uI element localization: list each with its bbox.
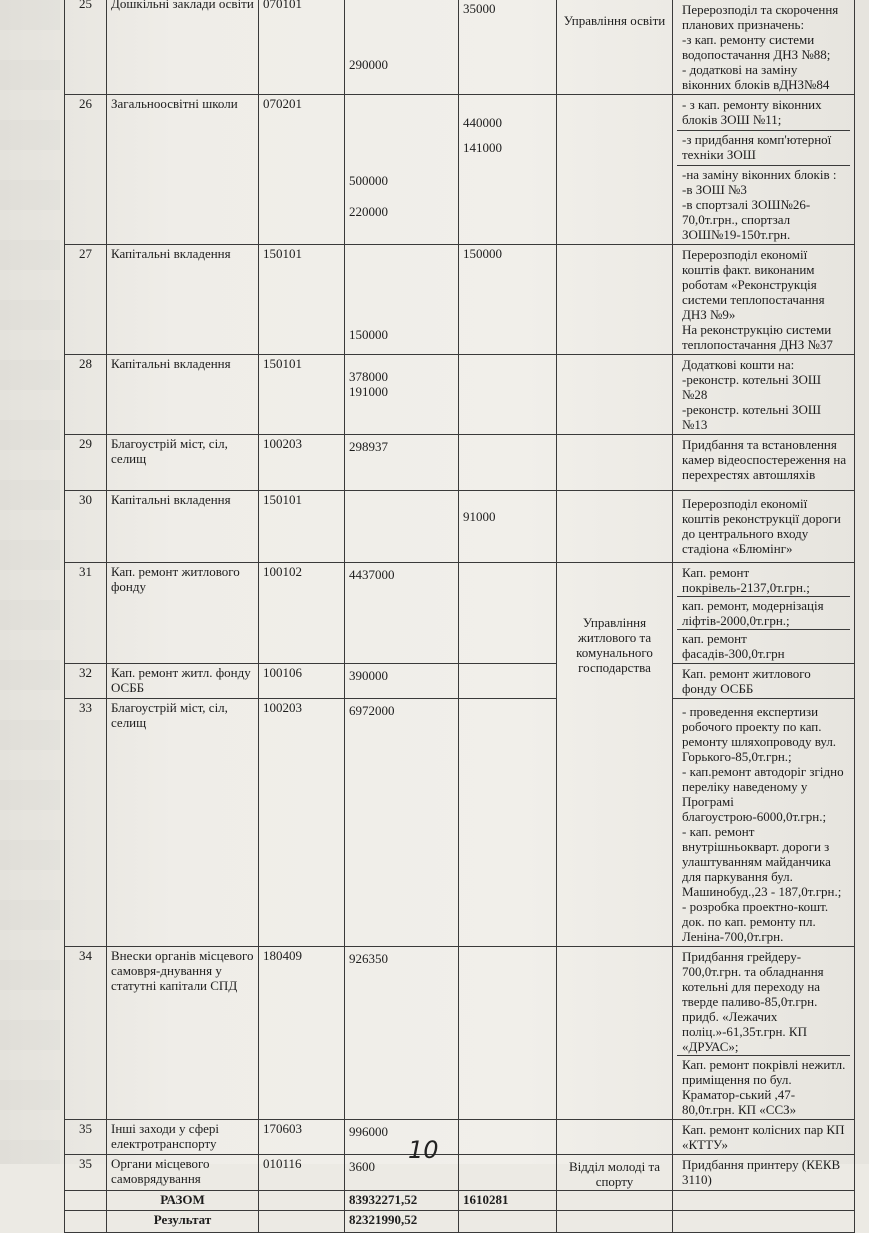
row-code: 070101 xyxy=(259,0,345,95)
amount-b-empty xyxy=(459,355,557,435)
amount-b: 150000 xyxy=(459,245,557,355)
department-empty xyxy=(557,435,673,491)
totals-label: РАЗОМ xyxy=(107,1191,259,1211)
amount-a: 290000 xyxy=(345,0,459,95)
department-empty xyxy=(557,1120,673,1155)
amount-a: 390000 xyxy=(345,664,459,699)
result-amount: 82321990,52 xyxy=(345,1211,459,1233)
note-item: Перерозподіл економії коштів реконструкції дороги до центрального входу стадіона «Блюмінг» xyxy=(682,496,841,556)
amount-a: 298937 xyxy=(345,435,459,491)
table-row xyxy=(65,0,855,95)
row-name: Капітальні вкладення xyxy=(107,245,259,355)
result-label: Результат xyxy=(107,1211,259,1233)
row-code: 150101 xyxy=(259,491,345,563)
notes-cell xyxy=(673,699,855,947)
row-number: 28 xyxy=(65,355,107,435)
department-empty xyxy=(557,947,673,1120)
department: Управління житлового та комунального господарства xyxy=(557,563,673,947)
row-name: Загальноосвітні школи xyxy=(107,95,259,245)
table-row xyxy=(65,95,855,245)
row-number: 35 xyxy=(65,1120,107,1155)
row-name: Благоустрій міст, сіл, селищ xyxy=(107,699,259,947)
row-number: 30 xyxy=(65,491,107,563)
row-name: Благоустрій міст, сіл, селищ xyxy=(107,435,259,491)
table-row xyxy=(65,699,855,947)
empty-cell xyxy=(557,1191,673,1211)
page-number: 10 xyxy=(408,1136,439,1164)
table-row xyxy=(65,664,855,699)
row-code: 170603 xyxy=(259,1120,345,1155)
table-row xyxy=(65,355,855,435)
empty-cell xyxy=(259,1211,345,1233)
note-item: Кап. ремонт покрівлі нежитл. приміщення по бул. Краматор-ський ,47- 80,0т.грн. КП «ССЗ» xyxy=(682,1057,846,1117)
amount-b-empty xyxy=(459,664,557,699)
row-number: 32 xyxy=(65,664,107,699)
row-name: Кап. ремонт житл. фонду ОСББ xyxy=(107,664,259,699)
notes-cell xyxy=(673,355,855,435)
row-code: 150101 xyxy=(259,245,345,355)
row-number: 27 xyxy=(65,245,107,355)
row-number: 33 xyxy=(65,699,107,947)
row-number: 26 xyxy=(65,95,107,245)
amount-b-empty xyxy=(459,1155,557,1191)
row-code: 100102 xyxy=(259,563,345,664)
row-code: 180409 xyxy=(259,947,345,1120)
amount-a-2: 191000 xyxy=(349,384,388,399)
amount-a xyxy=(345,95,459,245)
row-number: 25 xyxy=(65,0,107,95)
amount-b-1: 440000 xyxy=(463,115,502,130)
result-row xyxy=(65,1211,855,1233)
notes-cell xyxy=(673,1120,855,1155)
empty-cell xyxy=(673,1191,855,1211)
note-item: Придбання та встановлення камер відеоспостереження на перехрестях автошляхів xyxy=(682,437,847,482)
note-item: Додаткові кошти на: -реконстр. котельні ЗОШ №28 -реконстр. котельні ЗОШ №13 xyxy=(682,357,822,432)
note-item: кап. ремонт, модернізація ліфтів-2000,0т.грн.; xyxy=(677,597,850,630)
department-empty xyxy=(557,491,673,563)
note-item: Кап. ремонт покрівель-2137,0т.грн.; xyxy=(677,564,850,597)
notes-cell xyxy=(673,491,855,563)
amount-a: 926350 xyxy=(345,947,459,1120)
row-code: 070201 xyxy=(259,95,345,245)
row-name: Дошкільні заклади освіти xyxy=(107,0,259,95)
amount-a: 6972000 xyxy=(345,699,459,947)
notes-cell xyxy=(673,245,855,355)
row-name: Органи місцевого самоврядування xyxy=(107,1155,259,1191)
note-item: Перерозподіл економії коштів факт. виконаним роботам «Реконструкція системи теплопостачання ДНЗ №9» На реконструкцію системи теплопостачання ДНЗ №37 xyxy=(682,247,833,352)
empty-cell xyxy=(65,1211,107,1233)
amount-b-empty xyxy=(459,435,557,491)
amount-b-empty xyxy=(459,1120,557,1155)
amount-a: 150000 xyxy=(345,245,459,355)
amount-b: 91000 xyxy=(459,491,557,563)
note-item: Придбання принтеру (КЕКВ 3110) xyxy=(682,1157,841,1187)
note-item: Придбання грейдеру- 700,0т.грн. та обладнання котельні для переходу на тверде паливо-85,0т.грн. придб. «Лежачих поліц.»-61,35т.грн. КП «ДРУАС»; xyxy=(677,948,850,1056)
note-item: Кап. ремонт житлового фонду ОСББ xyxy=(682,666,811,696)
department: Відділ молоді та спорту xyxy=(557,1155,673,1191)
notes-cell xyxy=(673,563,855,664)
row-number: 34 xyxy=(65,947,107,1120)
notes-cell xyxy=(673,95,855,245)
note-item: -з придбання комп'ютерної техніки ЗОШ xyxy=(677,131,850,166)
table-row xyxy=(65,563,855,664)
amount-a xyxy=(345,355,459,435)
department: Управління освіти xyxy=(557,0,673,95)
amount-a: 996000 xyxy=(345,1120,459,1155)
row-name: Інші заходи у сфері електротранспорту xyxy=(107,1120,259,1155)
note-item: Кап. ремонт колісних пар КП «КТТУ» xyxy=(682,1122,845,1152)
row-code: 150101 xyxy=(259,355,345,435)
amount-b: 35000 xyxy=(459,0,557,95)
notes-cell xyxy=(673,1155,855,1191)
totals-amount-a: 83932271,52 xyxy=(345,1191,459,1211)
row-name: Капітальні вкладення xyxy=(107,355,259,435)
row-name: Кап. ремонт житлового фонду xyxy=(107,563,259,664)
amount-a-1: 500000 xyxy=(349,173,388,188)
table-row xyxy=(65,245,855,355)
note-item: Перерозподіл та скорочення планових призначень: -з кап. ремонту системи водопостачання ДНЗ №88; - додаткові на заміну віконних блоків вДНЗ№84 xyxy=(682,2,839,92)
amount-a-1: 378000 xyxy=(349,369,388,384)
department-empty xyxy=(557,355,673,435)
table-row xyxy=(65,1155,855,1191)
row-number: 31 xyxy=(65,563,107,664)
table-row xyxy=(65,491,855,563)
row-code: 100106 xyxy=(259,664,345,699)
budget-table xyxy=(64,0,855,1233)
row-code: 010116 xyxy=(259,1155,345,1191)
amount-b-empty xyxy=(459,947,557,1120)
table-row xyxy=(65,947,855,1120)
note-item: - проведення експертизи робочого проекту по кап. ремонту шляхопроводу вул. Горького-85,0т.грн.; - кап.ремонт автодоріг згідно переліку наведеному у Програмі благоустрою-6000,0т.грн.; - кап. ремонт внутрішньокварт. дороги з улаштуванням майданчика для паркування бул. Машинобуд.,23 - 187,0т.грн.; - розробка проектно-кошт. док. по кап. ремонту пл. Леніна-700,0т.грн. xyxy=(682,704,844,944)
department-empty xyxy=(557,95,673,245)
empty-cell xyxy=(673,1211,855,1233)
totals-amount-b: 1610281 xyxy=(459,1191,557,1211)
note-item: кап. ремонт фасадів-300,0т.грн xyxy=(682,631,785,661)
empty-cell xyxy=(65,1191,107,1211)
note-item: - з кап. ремонту віконних блоків ЗОШ №11; xyxy=(677,96,850,131)
note-item: -на заміну віконних блоків : -в ЗОШ №3 -в спортзалі ЗОШ№26-70,0т.грн., спортзал ЗОШ№19-150т.грн. xyxy=(682,167,837,242)
amount-b-2: 141000 xyxy=(463,140,502,155)
amount-a-2: 220000 xyxy=(349,204,388,219)
totals-row xyxy=(65,1191,855,1211)
row-code: 100203 xyxy=(259,435,345,491)
row-name: Капітальні вкладення xyxy=(107,491,259,563)
amount-a: 4437000 xyxy=(345,563,459,664)
left-bleed-through xyxy=(0,0,60,1164)
row-code: 100203 xyxy=(259,699,345,947)
notes-cell xyxy=(673,664,855,699)
notes-cell xyxy=(673,947,855,1120)
amount-a: 3600 xyxy=(345,1155,459,1191)
table-row xyxy=(65,1120,855,1155)
empty-cell xyxy=(459,1211,557,1233)
amount-b-empty xyxy=(459,563,557,664)
row-number: 35 xyxy=(65,1155,107,1191)
amount-b-empty xyxy=(459,699,557,947)
department-empty xyxy=(557,245,673,355)
empty-cell xyxy=(557,1211,673,1233)
row-name: Внески органів місцевого самовря-днування у статутні капітали СПД xyxy=(107,947,259,1120)
amount-b xyxy=(459,95,557,245)
row-number: 29 xyxy=(65,435,107,491)
empty-cell xyxy=(259,1191,345,1211)
notes-cell xyxy=(673,0,855,95)
amount-a-empty xyxy=(345,491,459,563)
table-row xyxy=(65,435,855,491)
notes-cell xyxy=(673,435,855,491)
